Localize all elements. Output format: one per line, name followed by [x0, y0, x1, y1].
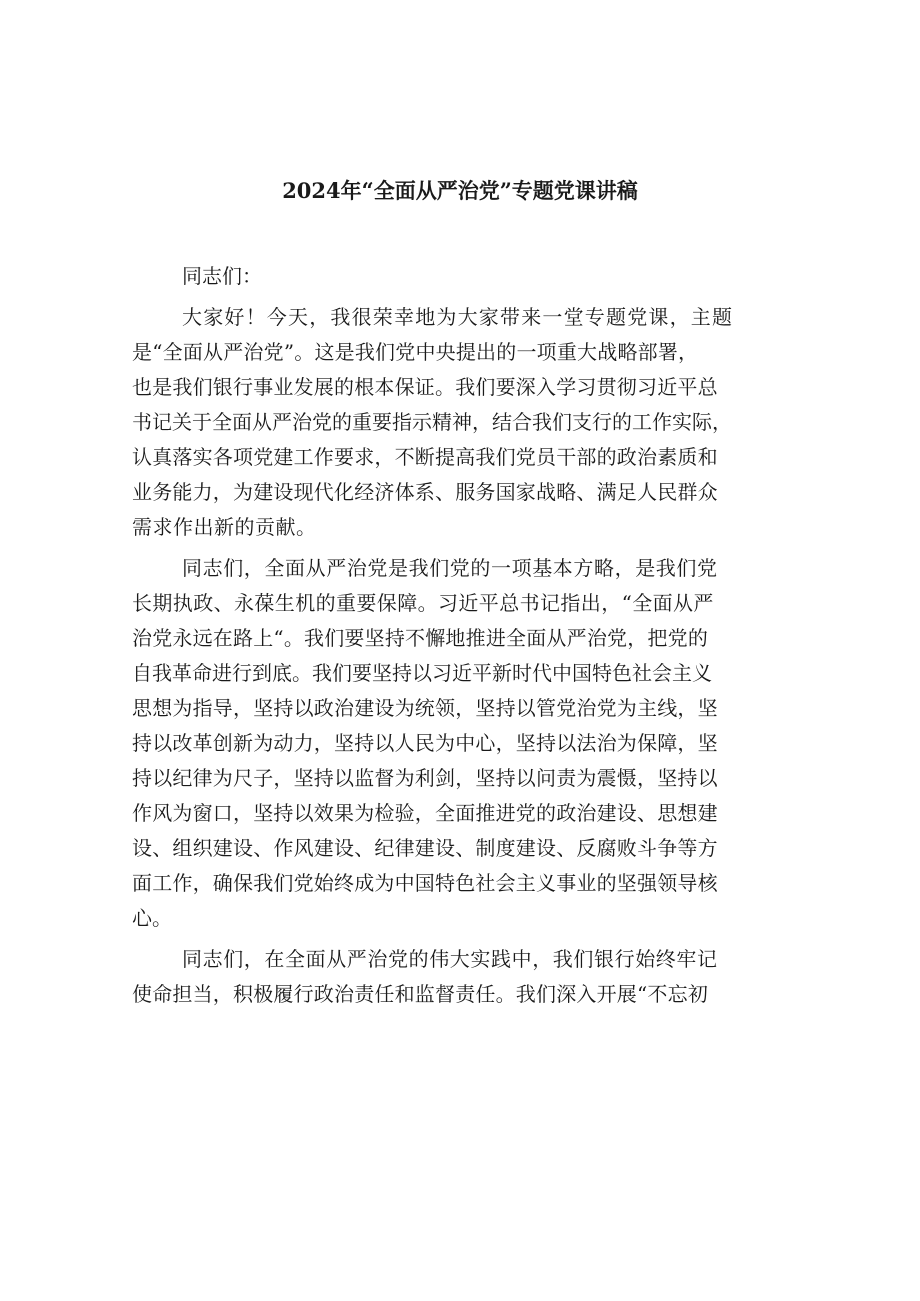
salutation: 同志们：	[182, 264, 262, 288]
paragraph-line: 使命担当，积极履行政治责任和监督责任。我们深入开展“不忘初	[132, 982, 709, 1006]
document-body	[132, 259, 792, 1012]
paragraph-line: 设、组织建设、作风建设、纪律建设、制度建设、反腐败斗争等方	[132, 836, 718, 860]
paragraph-line: 长期执政、永葆生机的重要保障。习近平总书记指出，“全面从严	[132, 591, 714, 615]
paragraph-line: 书记关于全面从严治党的重要指示精神，结合我们支行的工作实际，	[132, 410, 732, 434]
paragraph-line: 同志们，在全面从严治党的伟大实践中，我们银行始终牢记	[182, 947, 718, 971]
paragraph-line: 也是我们银行事业发展的根本保证。我们要深入学习贯彻习近平总	[132, 375, 718, 399]
paragraph-line: 面工作，确保我们党始终成为中国特色社会主义事业的坚强领导核	[132, 871, 718, 895]
paragraph-line: 作风为窗口，坚持以效果为检验，全面推进党的政治建设、思想建	[132, 801, 718, 825]
paragraph-line: 心。	[132, 906, 172, 930]
paragraph-3	[132, 942, 792, 1012]
paragraph-line: 自我革命进行到底。我们要坚持以习近平新时代中国特色社会主义	[132, 661, 712, 685]
paragraph-line: 持以改革创新为动力，坚持以人民为中心，坚持以法治为保障，坚	[132, 731, 718, 755]
paragraph-line: 认真落实各项党建工作要求，不断提高我们党员干部的政治素质和	[132, 445, 718, 469]
document-title: 2024年“全面从严治党”专题党课讲稿	[282, 178, 638, 203]
paragraph-line: 大家好！今天，我很荣幸地为大家带来一堂专题党课，主题	[182, 305, 734, 329]
paragraph-2	[132, 551, 792, 936]
paragraph-line: 思想为指导，坚持以政治建设为统领，坚持以管党治党为主线，坚	[132, 696, 718, 720]
paragraph-line: 是“全面从严治党”。这是我们党中央提出的一项重大战略部署，	[132, 340, 699, 364]
paragraph-line: 业务能力，为建设现代化经济体系、服务国家战略、满足人民群众	[132, 480, 718, 504]
paragraph-line: 需求作出新的贡献。	[132, 515, 317, 539]
paragraph-line: 同志们，全面从严治党是我们党的一项基本方略，是我们党	[182, 556, 718, 580]
paragraph-line: 持以纪律为尺子，坚持以监督为利剑，坚持以问责为震慑，坚持以	[132, 766, 718, 790]
paragraph-line: 治党永远在路上“。我们要坚持不懈地推进全面从严治党，把党的	[132, 626, 709, 650]
paragraph-1	[132, 300, 792, 545]
